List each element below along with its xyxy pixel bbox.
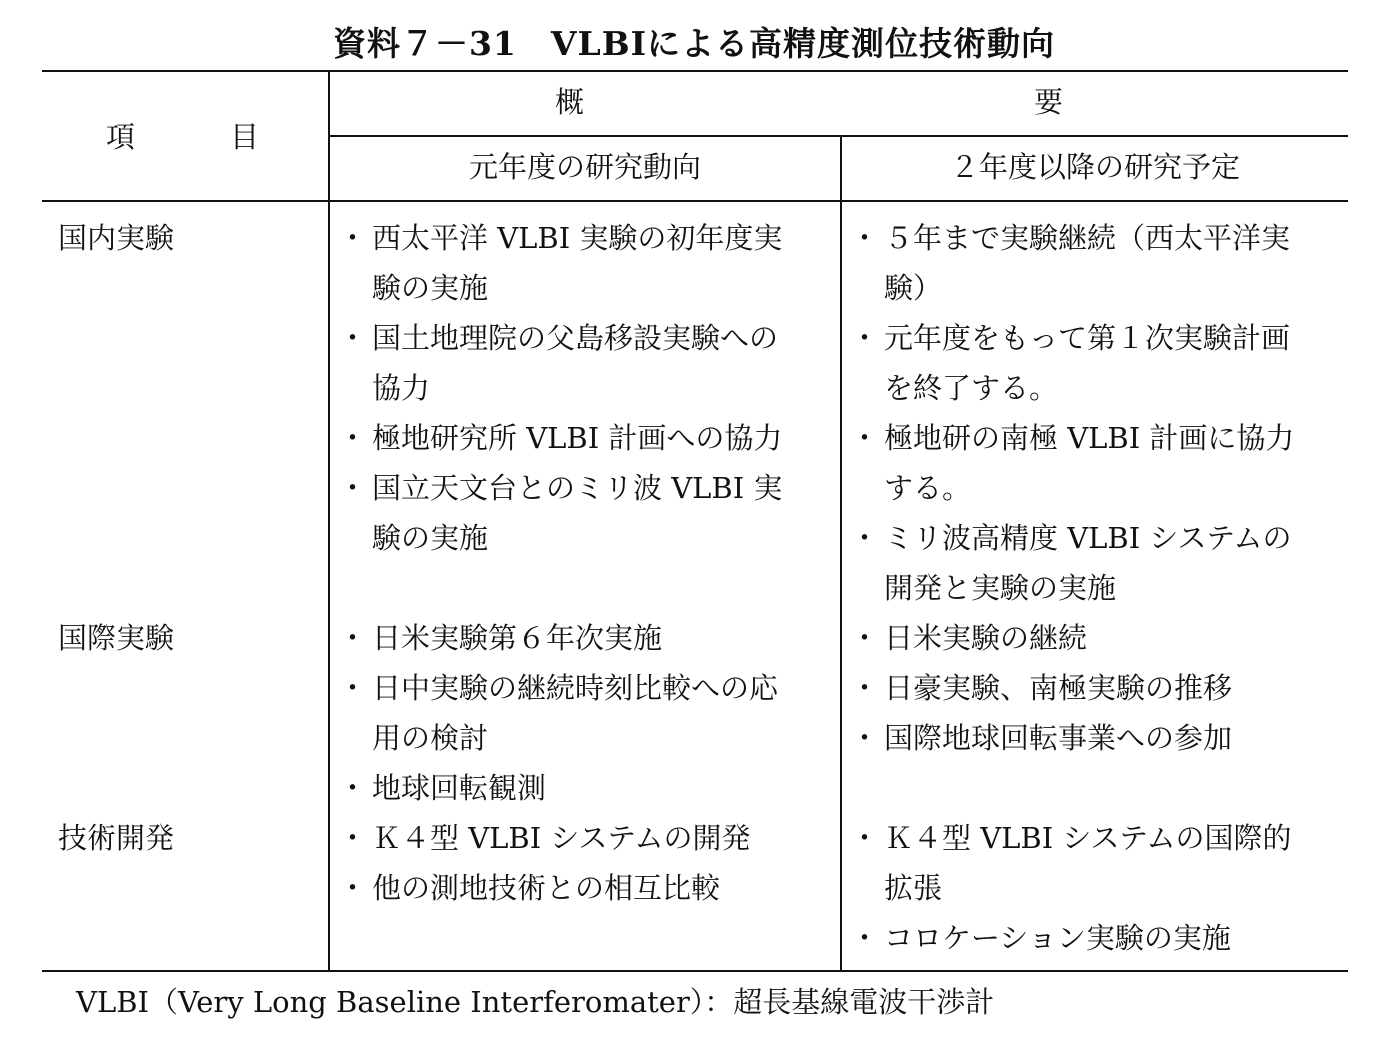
domestic-year1-item-3-line-1: ・ 極地研究所 VLBI 計画への協力 (372, 421, 783, 455)
domestic-year1-item-4 (348, 463, 828, 563)
domestic-year2-item-2-line-1: ・ 元年度をもって第１次実験計画 (884, 321, 1291, 355)
international-year1-item-1-line-1: ・ 日米実験第６年次実施 (372, 621, 663, 655)
table-top-rule (42, 70, 1348, 72)
technology-year2-item-2-line-1: ・ コロケーション実験の実施 (884, 921, 1231, 955)
domestic-year1-item-2-line-1: ・ 国土地理院の父島移設実験への (372, 321, 779, 355)
international-year2-item-3-line-1: ・ 国際地球回転事業への参加 (884, 721, 1233, 755)
year-column-divider (840, 136, 842, 972)
domestic-year1-list (348, 213, 828, 563)
row-label-domestic: 国内実験 (58, 221, 175, 255)
domestic-year2-item-3 (860, 413, 1340, 513)
international-year2-item-1-line-1: ・ 日米実験の継続 (884, 621, 1088, 655)
header-year2: ２年度以降の研究予定 (949, 150, 1240, 184)
international-year1-item-1 (348, 613, 828, 663)
international-year2-item-2 (860, 663, 1340, 713)
technology-year1-item-2 (348, 863, 828, 913)
footnote: VLBI（Very Long Baseline Interferomater）：超長基線電波干渉計 (76, 985, 995, 1019)
domestic-year2-item-2 (860, 313, 1340, 413)
international-year1-list (348, 613, 828, 813)
domestic-year2-item-4 (860, 513, 1340, 613)
international-year2-list (860, 613, 1340, 763)
domestic-year1-item-1 (348, 213, 828, 313)
domestic-year1-item-2 (348, 313, 828, 413)
domestic-year2-item-4-line-1: ・ ミリ波高精度 VLBI システムの (884, 521, 1292, 555)
technology-year2-item-1-line-1: ・ Ｋ４型 VLBI システムの国際的 (884, 821, 1292, 855)
domestic-year2-item-1 (860, 213, 1340, 313)
technology-year2-item-2 (860, 913, 1340, 963)
header-summary-right: 要 (1033, 85, 1063, 119)
international-year1-item-3 (348, 763, 828, 813)
header-summary-left: 概 (554, 85, 584, 119)
international-year2-item-2-line-1: ・ 日豪実験、南極実験の推移 (884, 671, 1233, 705)
technology-year2-list (860, 813, 1340, 963)
international-year1-item-3-line-1: ・ 地球回転観測 (372, 771, 547, 805)
international-year2-item-3 (860, 713, 1340, 763)
item-column-divider (328, 70, 330, 972)
domestic-year2-item-1-line-1: ・ ５年まで実験継続（西太平洋実 (884, 221, 1291, 255)
technology-year2-item-1-line-2: 拡張 (884, 871, 943, 905)
table-bottom-rule (42, 970, 1348, 972)
domestic-year2-item-4-line-2: 開発と実験の実施 (884, 571, 1117, 605)
domestic-year1-item-1-line-2: 験の実施 (372, 271, 489, 305)
domestic-year2-item-1-line-2: 験） (884, 271, 943, 305)
header-year1: 元年度の研究動向 (468, 150, 701, 184)
domestic-year1-item-1-line-1: ・ 西太平洋 VLBI 実験の初年度実 (372, 221, 783, 255)
row-label-international: 国際実験 (58, 621, 175, 655)
technology-year1-item-2-line-1: ・ 他の測地技術との相互比較 (372, 871, 721, 905)
research-trend-table (42, 70, 1348, 972)
header-bottom-rule (42, 200, 1348, 202)
domestic-year2-list (860, 213, 1340, 613)
technology-year2-item-1 (860, 813, 1340, 913)
international-year2-item-1 (860, 613, 1340, 663)
domestic-year1-item-2-line-2: 協力 (372, 371, 431, 405)
international-year1-item-2 (348, 663, 828, 763)
row-label-technology: 技術開発 (58, 821, 175, 855)
header-middle-rule (328, 135, 1348, 137)
header-item: 項目 (106, 120, 355, 154)
domestic-year2-item-2-line-2: を終了する。 (884, 371, 1059, 405)
international-year1-item-2-line-2: 用の検討 (372, 721, 489, 755)
domestic-year2-item-3-line-2: する。 (884, 471, 972, 505)
document-title: 資料７－31 VLBIによる高精度測位技術動向 (332, 24, 1056, 63)
international-year1-item-2-line-1: ・ 日中実験の継続時刻比較への応 (372, 671, 779, 705)
technology-year1-item-1-line-1: ・ Ｋ４型 VLBI システムの開発 (372, 821, 751, 855)
header-summary (330, 77, 1348, 127)
technology-year1-list (348, 813, 828, 913)
domestic-year2-item-3-line-1: ・ 極地研の南極 VLBI 計画に協力 (884, 421, 1295, 455)
domestic-year1-item-4-line-1: ・ 国立天文台とのミリ波 VLBI 実 (372, 471, 783, 505)
domestic-year1-item-3 (348, 413, 828, 463)
technology-year1-item-1 (348, 813, 828, 863)
domestic-year1-item-4-line-2: 験の実施 (372, 521, 489, 555)
